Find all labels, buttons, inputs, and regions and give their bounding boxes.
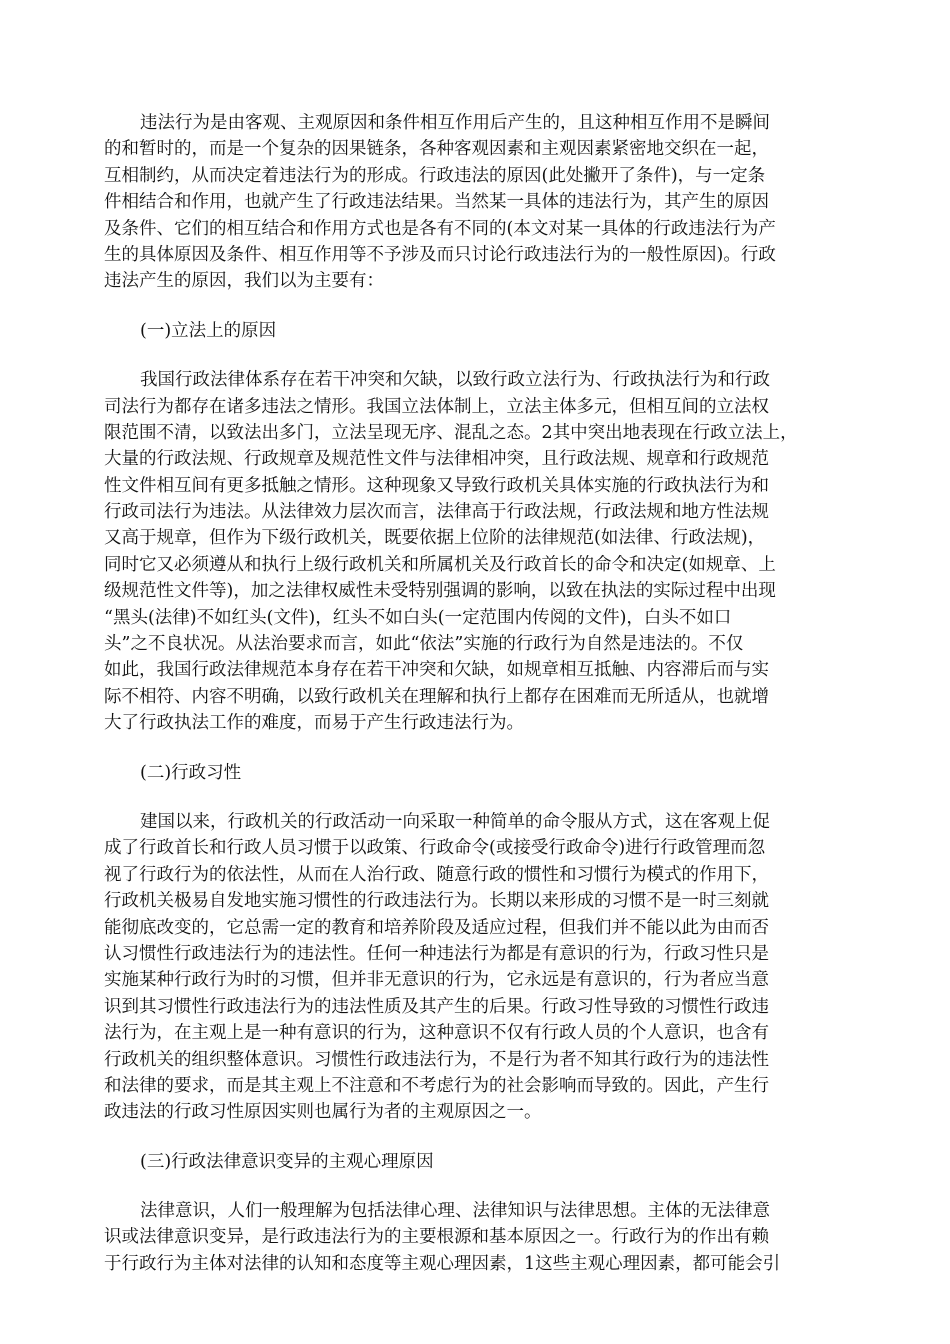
paragraph-legislation <box>104 367 844 736</box>
text-line: 识或法律意识变异，是行政违法行为的主要根源和基本原因之一。行政行为的作出有赖 <box>104 1227 769 1248</box>
text-line: 我国行政法律体系存在若干冲突和欠缺，以致行政立法行为、行政执法行为和行政 <box>140 370 770 391</box>
text-line: 违法行为是由客观、主观原因和条件相互作用后产生的，且这种相互作用不是瞬间 <box>140 113 770 133</box>
text-line: 大了行政执法工作的难度，而易于产生行政违法行为。 <box>104 713 524 734</box>
text-line: 件相结合和作用，也就产生了行政违法结果。当然某一具体的违法行为，其产生的原因 <box>104 192 769 213</box>
text-line: 能彻底改变的，它总需一定的教育和培养阶段及适应过程，但我们并不能以此为由而否 <box>104 917 769 938</box>
text-line: 际不相符、内容不明确，以致行政机关在理解和执行上都存在困难而无所适从，也就增 <box>104 686 769 707</box>
text-line: 如此，我国行政法律规范本身存在若干冲突和欠缺，如规章相互抵触、内容滞后而与实 <box>104 660 769 681</box>
section-heading-legislation <box>104 318 844 344</box>
text-line: 头”之不良状况。从法治要求而言，如此“依法”实施的行政行为自然是违法的。不仅 <box>104 634 744 655</box>
section-heading-habit <box>104 760 844 786</box>
text-line: 建国以来，行政机关的行政活动一向采取一种简单的命令服从方式，这在客观上促 <box>140 811 770 832</box>
heading-text: (一)立法上的原因 <box>140 320 277 341</box>
text-line: 生的具体原因及条件、相互作用等不予涉及而只讨论行政违法行为的一般性原因)。行政 <box>104 244 776 265</box>
section-heading-psychology <box>104 1149 844 1175</box>
text-line: 法行为，在主观上是一种有意识的行为，这种意识不仅有行政人员的个人意识，也含有 <box>104 1023 769 1044</box>
paragraph-psychology <box>104 1198 844 1277</box>
text-line: 违法产生的原因，我们以为主要有： <box>104 271 384 292</box>
text-line: 认习惯性行政违法行为的违法性。任何一种违法行为都是有意识的行为，行政习性只是 <box>104 943 769 964</box>
text-line: 又高于规章，但作为下级行政机关，既要依据上位阶的法律规范(如法律、行政法规)， <box>104 528 766 549</box>
text-line: 实施某种行政行为时的习惯，但并非无意识的行为，它永远是有意识的，行为者应当意 <box>104 970 769 991</box>
text-line: 政违法的行政习性原因实则也属行为者的主观原因之一。 <box>104 1102 542 1123</box>
text-line: 视了行政行为的依法性，从而在人治行政、随意行政的惯性和习惯行为模式的作用下， <box>104 864 769 885</box>
text-line: 限范围不清，以致法出多门，立法呈现无序、混乱之态。2其中突出地表现在行政立法上， <box>104 422 798 443</box>
text-line: 司法行为都存在诸多违法之情形。我国立法体制上，立法主体多元，但相互间的立法权 <box>104 396 769 417</box>
text-line: 行政机关的组织整体意识。习惯性行政违法行为，不是行为者不知其行政行为的违法性 <box>104 1049 769 1070</box>
text-line: 互相制约，从而决定着违法行为的形成。行政违法的原因(此处撇开了条件)，与一定条 <box>104 165 766 186</box>
text-line: 级规范性文件等)，加之法律权威性未受特别强调的影响，以致在执法的实际过程中出现 <box>104 581 776 602</box>
document-page <box>104 110 844 1277</box>
text-line: 行政司法行为违法。从法律效力层次而言，法律高于行政法规，行政法规和地方性法规 <box>104 502 769 523</box>
heading-text: (二)行政习性 <box>140 762 242 783</box>
heading-text: (三)行政法律意识变异的主观心理原因 <box>140 1151 434 1172</box>
text-line: 同时它又必须遵从和执行上级行政机关和所属机关及行政首长的命令和决定(如规章、上 <box>104 554 776 575</box>
text-line: 的和暂时的，而是一个复杂的因果链条，各种客观因素和主观因素紧密地交织在一起， <box>104 139 769 160</box>
text-line: 和法律的要求，而是其主观上不注意和不考虑行为的社会影响而导致的。因此，产生行 <box>104 1075 769 1096</box>
text-line: 法律意识，人们一般理解为包括法律心理、法律知识与法律思想。主体的无法律意 <box>140 1201 770 1222</box>
text-line: 于行政行为主体对法律的认知和态度等主观心理因素，1这些主观心理因素，都可能会引 <box>104 1253 781 1274</box>
text-line: 识到其习惯性行政违法行为的违法性质及其产生的后果。行政习性导致的习惯性行政违 <box>104 996 769 1017</box>
text-line: 及条件、它们的相互结合和作用方式也是各有不同的(本文对某一具体的行政违法行为产 <box>104 218 776 239</box>
text-line: 行政机关极易自发地实施习惯性的行政违法行为。长期以来形成的习惯不是一时三刻就 <box>104 891 769 912</box>
text-line: 大量的行政法规、行政规章及规范性文件与法律相冲突，且行政法规、规章和行政规范 <box>104 449 769 470</box>
text-line: 性文件相互间有更多抵触之情形。这种现象又导致行政机关具体实施的行政执法行为和 <box>104 475 769 496</box>
text-line: 成了行政首长和行政人员习惯于以政策、行政命令(或接受行政命令)进行行政管理而忽 <box>104 838 766 859</box>
paragraph-habit <box>104 809 844 1126</box>
text-line: “黑头(法律)不如红头(文件)，红头不如白头(一定范围内传阅的文件)，白头不如口 <box>104 607 732 628</box>
paragraph-intro <box>104 110 844 295</box>
